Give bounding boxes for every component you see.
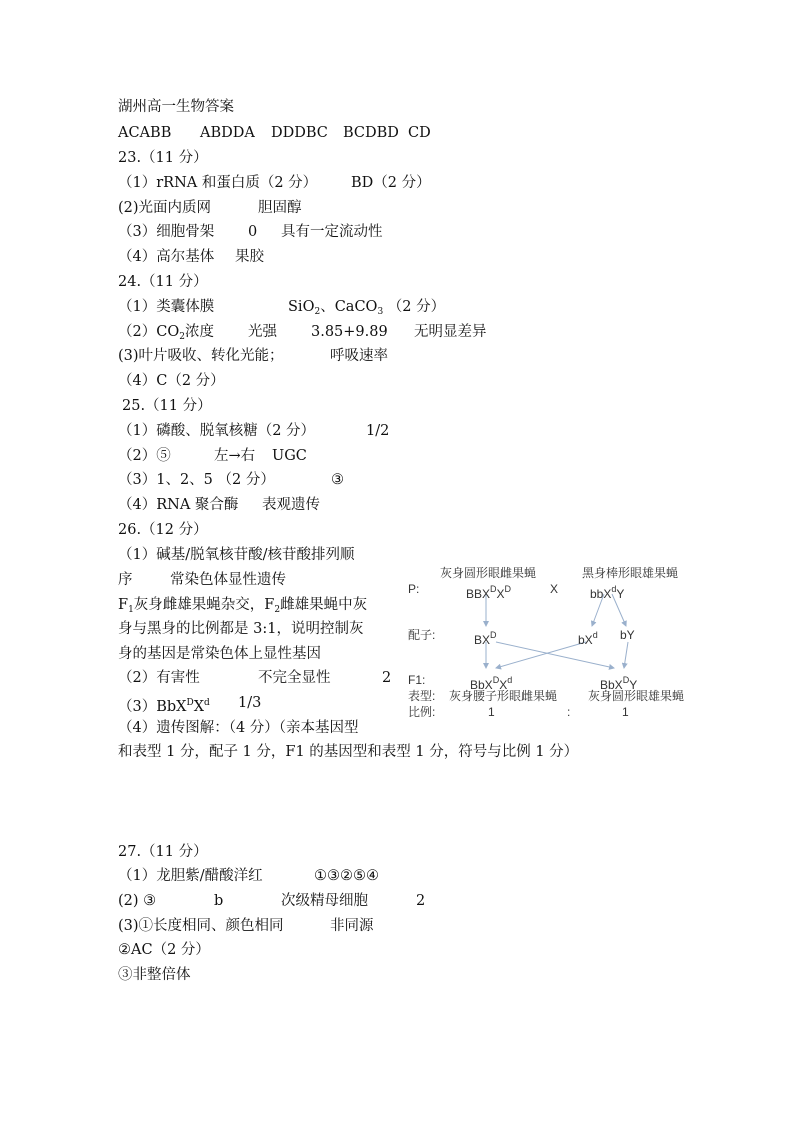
- ratio-label: 比例:: [408, 705, 436, 719]
- q27-answer-2a: (2) ③: [118, 893, 157, 909]
- q25-answer-4b: 表观遗传: [262, 497, 320, 513]
- q23-answer-3c: 具有一定流动性: [281, 224, 383, 240]
- q25-answer-3a: （3）1、2、5 （2 分）: [118, 472, 275, 488]
- q25-answer-2b: 左→右: [214, 448, 256, 464]
- page-title: 湖州高一生物答案: [118, 99, 234, 115]
- q25-answer-2a: （2）⑤: [118, 448, 171, 464]
- ratio-b: 1: [622, 705, 629, 719]
- q26-answer-2a: 序: [118, 572, 133, 588]
- q23-answer-4b: 果胶: [235, 249, 264, 265]
- q26-answer-6b: 不完全显性: [258, 670, 331, 686]
- male-parent-label: 黑身棒形眼雄果蝇: [582, 566, 679, 580]
- arrow-f1-b2: [624, 642, 628, 668]
- female-genotype: $BBX^DX^D$: [466, 584, 512, 601]
- q24-answer-4: （4）C（2 分）: [118, 373, 225, 389]
- p-label: P:: [408, 582, 420, 596]
- q25-answer-3b: ③: [331, 472, 344, 488]
- phenotype-label: 表型:: [408, 689, 436, 703]
- gamete-1: $BX^D$: [474, 630, 497, 647]
- q27-answer-3b: 非同源: [330, 918, 374, 934]
- q24-answer-3b: 呼吸速率: [330, 348, 388, 364]
- gamete-3: bY: [620, 628, 635, 642]
- choice-answer-5: CD: [408, 125, 431, 141]
- q23-header: 23.（11 分）: [118, 150, 208, 166]
- q26-header: 26.（12 分）: [118, 522, 208, 538]
- cross-symbol: X: [550, 582, 559, 596]
- q26-answer-2b: 常染色体显性遗传: [170, 572, 286, 588]
- q27-answer-2b: b: [214, 893, 224, 909]
- ratio-a: 1: [488, 705, 495, 719]
- q25-header: 25.（11 分）: [122, 398, 212, 414]
- q24-answer-2c: 3.85+9.89: [311, 324, 388, 340]
- q25-answer-2c: UGC: [272, 448, 307, 464]
- q23-answer-3b: 0: [248, 224, 258, 240]
- q26-answer-7: $(3)BbX^DX^d$: [118, 698, 210, 715]
- q26-answer-4: 身与黑身的比例都是 3:1，说明控制灰: [118, 621, 364, 637]
- choice-answer-3: DDDBC: [271, 125, 328, 141]
- gamete-label: 配子:: [408, 628, 436, 642]
- q27-answer-3a: (3)①长度相同、颜色相同: [118, 918, 284, 934]
- q24-answer-2b: 光强: [248, 324, 277, 340]
- q25-answer-1a: （1）磷酸、脱氧核糖（2 分）: [118, 423, 316, 439]
- q23-answer-1b: BD（2 分）: [351, 175, 431, 191]
- q23-answer-2b: 胆固醇: [258, 200, 302, 216]
- q23-answer-3a: （3）细胞骨架: [118, 224, 215, 240]
- gamete-2: $bX^d$: [578, 630, 598, 647]
- q26-answer-3: $F_1$灰身雌雄果蝇杂交，$F_2$雌雄果蝇中灰: [118, 597, 368, 615]
- f1-label: F1:: [408, 673, 426, 687]
- q27-answer-1b: ①③②⑤④: [314, 868, 379, 884]
- q23-answer-1a: （1）rRNA 和蛋白质（2 分）: [118, 175, 318, 191]
- q25-answer-1b: 1/2: [366, 423, 390, 439]
- q27-header: 27.（11 分）: [118, 844, 208, 860]
- male-genotype: bbX$^d$Y: [590, 584, 625, 601]
- q27-answer-1a: （1）龙胆紫/醋酸洋红: [118, 868, 263, 884]
- q27-answer-4: ②AC（2 分）: [118, 942, 210, 958]
- q26-answer-6c: 2: [382, 670, 392, 686]
- female-parent-label: 灰身圆形眼雌果蝇: [440, 566, 537, 580]
- f1-genotype-b: BbX$^D$Y: [600, 675, 638, 692]
- q26-answer-5: 身的基因是常染色体上显性基因: [118, 646, 321, 662]
- q24-answer-2d: 无明显差异: [414, 324, 487, 340]
- q26-answer-9: 和表型 1 分，配子 1 分，F1 的基因型和表型 1 分，符号与比例 1 分）: [118, 744, 579, 760]
- q23-answer-2a: (2)光面内质网: [118, 200, 212, 216]
- q27-answer-2c: 次级精母细胞: [281, 893, 368, 909]
- q26-answer-7c: 1/3: [238, 695, 262, 711]
- q24-header: 24.（11 分）: [118, 274, 208, 290]
- choice-answer-2: ABDDA: [200, 125, 255, 141]
- phenotype-b: 灰身圆形眼雄果蝇: [588, 689, 685, 703]
- q26-answer-8: （4）遗传图解：（4 分）（亲本基因型: [118, 720, 359, 736]
- choice-answer-1: ACABB: [118, 125, 172, 141]
- choice-answer-4: BCDBD: [343, 125, 399, 141]
- q24-answer-2a: $(2)CO_2$浓度: [118, 324, 214, 342]
- q23-answer-4a: （4）高尔基体: [118, 249, 215, 265]
- phenotype-a: 灰身腰子形眼雌果蝇: [449, 689, 558, 703]
- q24-answer-3a: (3)叶片吸收、转化光能；: [118, 348, 284, 364]
- arrow-f1-a2: [496, 642, 586, 668]
- q27-answer-5: ③非整倍体: [118, 967, 191, 983]
- q26-answer-6a: （2）有害性: [118, 670, 200, 686]
- q27-answer-2d: 2: [416, 893, 426, 909]
- f1-genotype-a: $BbX^DX^d$: [470, 675, 513, 692]
- q24-answer-1a: （1）类囊体膜: [118, 299, 215, 315]
- ratio-separator: :: [567, 705, 571, 719]
- q26-answer-1: （1）碱基/脱氧核苷酸/核苷酸排列顺: [118, 547, 355, 563]
- q24-answer-1b: SiO$_2$、CaCO$_3$ （2 分）: [288, 299, 446, 317]
- q25-answer-4a: （4）RNA 聚合酶: [118, 497, 239, 513]
